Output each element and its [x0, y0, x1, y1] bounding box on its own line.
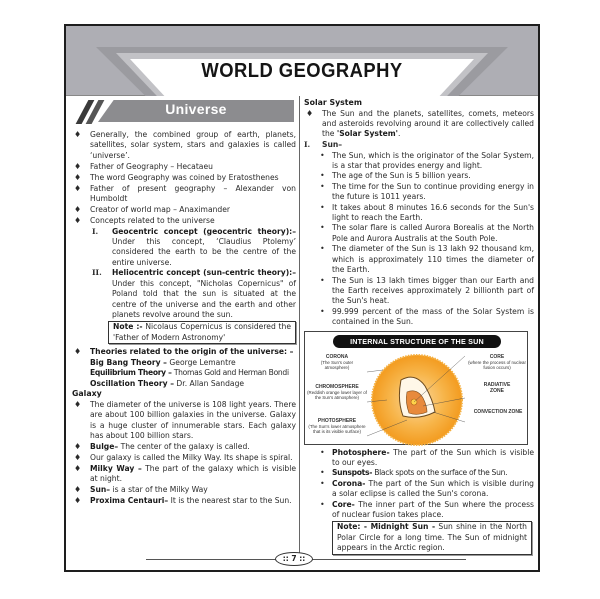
bullet-icon: •: [320, 468, 325, 478]
concept-item: I. Geocentric concept (geocentric theory):– Under this concept, ‘Claudius Ptolemy’ considered the earth to be the centre of the entire universe.: [92, 226, 296, 267]
list-item: • Photosphere- The part of the Sun which is visible to our eyes.: [320, 447, 534, 467]
section-banner-universe: [72, 98, 296, 124]
label-radiative-zone: RADIATIVE ZONE: [483, 381, 511, 394]
concept-item: II. Heliocentric concept (sun-centric theory):– Under this concept, "Nicholas Copernicus" of Poland told that the sun is situated at the centre of the universe and the earth and other planets revolve around the sun.: [92, 268, 296, 319]
list-item: • The time for the Sun to continue providing energy in the future is 1011 years.: [320, 181, 534, 202]
bullet-icon: ♦: [74, 441, 82, 451]
bullet-icon: •: [320, 275, 325, 285]
concept-title: Geocentric concept (geocentric theory):–: [112, 226, 296, 236]
section-title: Universe: [165, 101, 227, 117]
theory-item: Equilibrium Theory – Thomas Gold and Herman Bondi: [90, 368, 289, 378]
list-item: ♦ Concepts related to the universe: [74, 215, 215, 225]
bullet-icon: ♦: [306, 108, 314, 118]
list-item: ♦ Bulge– The center of the galaxy is called.: [74, 441, 250, 451]
bullet-icon: •: [320, 181, 325, 191]
diagram-title: INTERNAL STRUCTURE OF THE SUN: [333, 335, 501, 348]
page-frame: [64, 24, 540, 572]
sun-heading: I. Sun–: [304, 140, 343, 150]
sun-cross-section-icon: [367, 350, 467, 446]
bullet-icon: •: [320, 223, 325, 233]
note-box: Note :- Nicolaus Copernicus is considered the 'Father of Modern Astronomy': [108, 321, 296, 344]
label-photosphere: PHOTOSPHERE (The Sun's lower atmosphere that is its visible surface): [308, 417, 366, 434]
bullet-icon: ♦: [74, 399, 82, 409]
list-item: • The Sun, which is the originator of the Solar System, is a star that provides energy and light.: [320, 150, 534, 171]
label-convection-zone: CONVECTION ZONE: [473, 408, 523, 415]
list-item: ♦ The word Geography was coined by Eratosthenes: [74, 172, 279, 182]
theory-item: Big Bang Theory – George Lemantre: [90, 358, 236, 368]
bullet-icon: •: [320, 202, 325, 212]
list-item: • Core- The inner part of the Sun where the process of nuclear fusion takes place.: [320, 499, 534, 519]
left-column: [72, 98, 296, 507]
list-item: • The diameter of the Sun is 13 lakh 92 thousand km, which is approximately 110 times the diameter of the Earth.: [320, 244, 534, 275]
list-item: ♦ The Sun and the planets, satellites, comets, meteors and asteroids revolving around it are collectively called the 'Solar System'.: [306, 108, 534, 139]
solar-system-heading: Solar System: [304, 98, 362, 107]
list-item: • Sunspots- Black spots on the surface of the Sun.: [320, 468, 508, 478]
bullet-icon: ♦: [74, 347, 82, 357]
list-item: ♦ Creator of world map – Anaximander: [74, 204, 231, 214]
bullet-icon: ♦: [74, 463, 82, 473]
bullet-icon: ♦: [74, 495, 82, 505]
galaxy-heading: Galaxy: [72, 389, 102, 399]
note-box-midnight-sun: Note: - Midnight Sun - Sun shine in the North Polar Circle for a long time. The Sun of midnight appears in the Arctic region.: [332, 521, 532, 554]
bullet-icon: ♦: [74, 161, 82, 171]
theory-item: Oscillation Theory – Dr. Allan Sandage: [90, 378, 245, 388]
bullet-icon: ♦: [74, 172, 82, 182]
list-item: ♦ Theories related to the origin of the universe: –: [74, 347, 294, 357]
bullet-icon: •: [320, 499, 325, 509]
list-item: ♦ Father of present geography – Alexander von Humboldt: [74, 183, 296, 203]
bullet-icon: •: [320, 244, 325, 254]
list-item: ♦ Father of Geography – Hecataeu: [74, 161, 213, 171]
bullet-icon: •: [320, 447, 325, 457]
list-item: • It takes about 8 minutes 16.6 seconds for the Sun's light to reach the Earth.: [320, 202, 534, 223]
list-item: • The solar flare is called Aurora Borealis at the North Pole and Aurora Australis at the South Pole.: [320, 223, 534, 243]
list-item: ♦ Sun– is a star of the Milky Way: [74, 485, 208, 494]
bullet-icon: ♦: [74, 485, 82, 494]
bullet-icon: •: [320, 171, 325, 181]
column-divider: [299, 96, 300, 554]
list-item: • The Sun is 13 lakh times bigger than our Earth and the Earth receives approximately 2 billionth part of the Sun's heat.: [320, 275, 534, 306]
label-corona: CORONA (The Sun's outer atmosphere): [320, 353, 354, 370]
list-item: ♦ Our galaxy is called the Milky Way. Its shape is spiral.: [74, 452, 293, 462]
bullet-icon: ♦: [74, 204, 82, 214]
sun-structure-diagram: [304, 331, 528, 445]
bullet-icon: ♦: [74, 452, 82, 462]
page-number: :: 7 ::: [275, 552, 313, 566]
list-item: ♦ Proxima Centauri– It is the nearest star to the Sun.: [74, 495, 292, 505]
list-item: ♦ Generally, the combined group of earth, planets, satellites, solar system, stars and galaxies is called ‘universe’.: [74, 130, 296, 160]
header-band: [66, 26, 538, 96]
bullet-icon: •: [320, 478, 325, 488]
right-column: [304, 98, 534, 558]
bullet-icon: ♦: [74, 130, 82, 139]
bullet-icon: ♦: [74, 215, 82, 225]
bullet-icon: ♦: [74, 183, 82, 193]
list-item: • 99.999 percent of the mass of the Solar System is contained in the Sun.: [320, 306, 534, 327]
list-item: ♦ The diameter of the universe is 108 light years. There are about 100 billion galaxies in the universe. Galaxy is a huge cluster of innumerable stars. Each galaxy has about 100 billion stars.: [74, 399, 296, 440]
bullet-icon: •: [320, 306, 325, 316]
concept-title: Heliocentric concept (sun-centric theory):–: [112, 268, 296, 278]
list-item: • Corona- The part of the Sun which is visible during a solar eclipse is called the Sun's corona.: [320, 478, 534, 499]
list-item: • The age of the Sun is 5 billion years.: [320, 171, 471, 181]
label-chromosphere: CHROMOSPHERE (Reddish orange lower layer of the Sun's atmosphere): [307, 383, 367, 400]
bullet-icon: •: [320, 150, 325, 160]
label-core: CORE (where the process of nuclear fusion occurs): [468, 353, 526, 370]
list-item: ♦ Milky Way – The part of the galaxy which is visible at night.: [74, 463, 297, 484]
page-title: WORLD GEOGRAPHY: [201, 60, 403, 82]
